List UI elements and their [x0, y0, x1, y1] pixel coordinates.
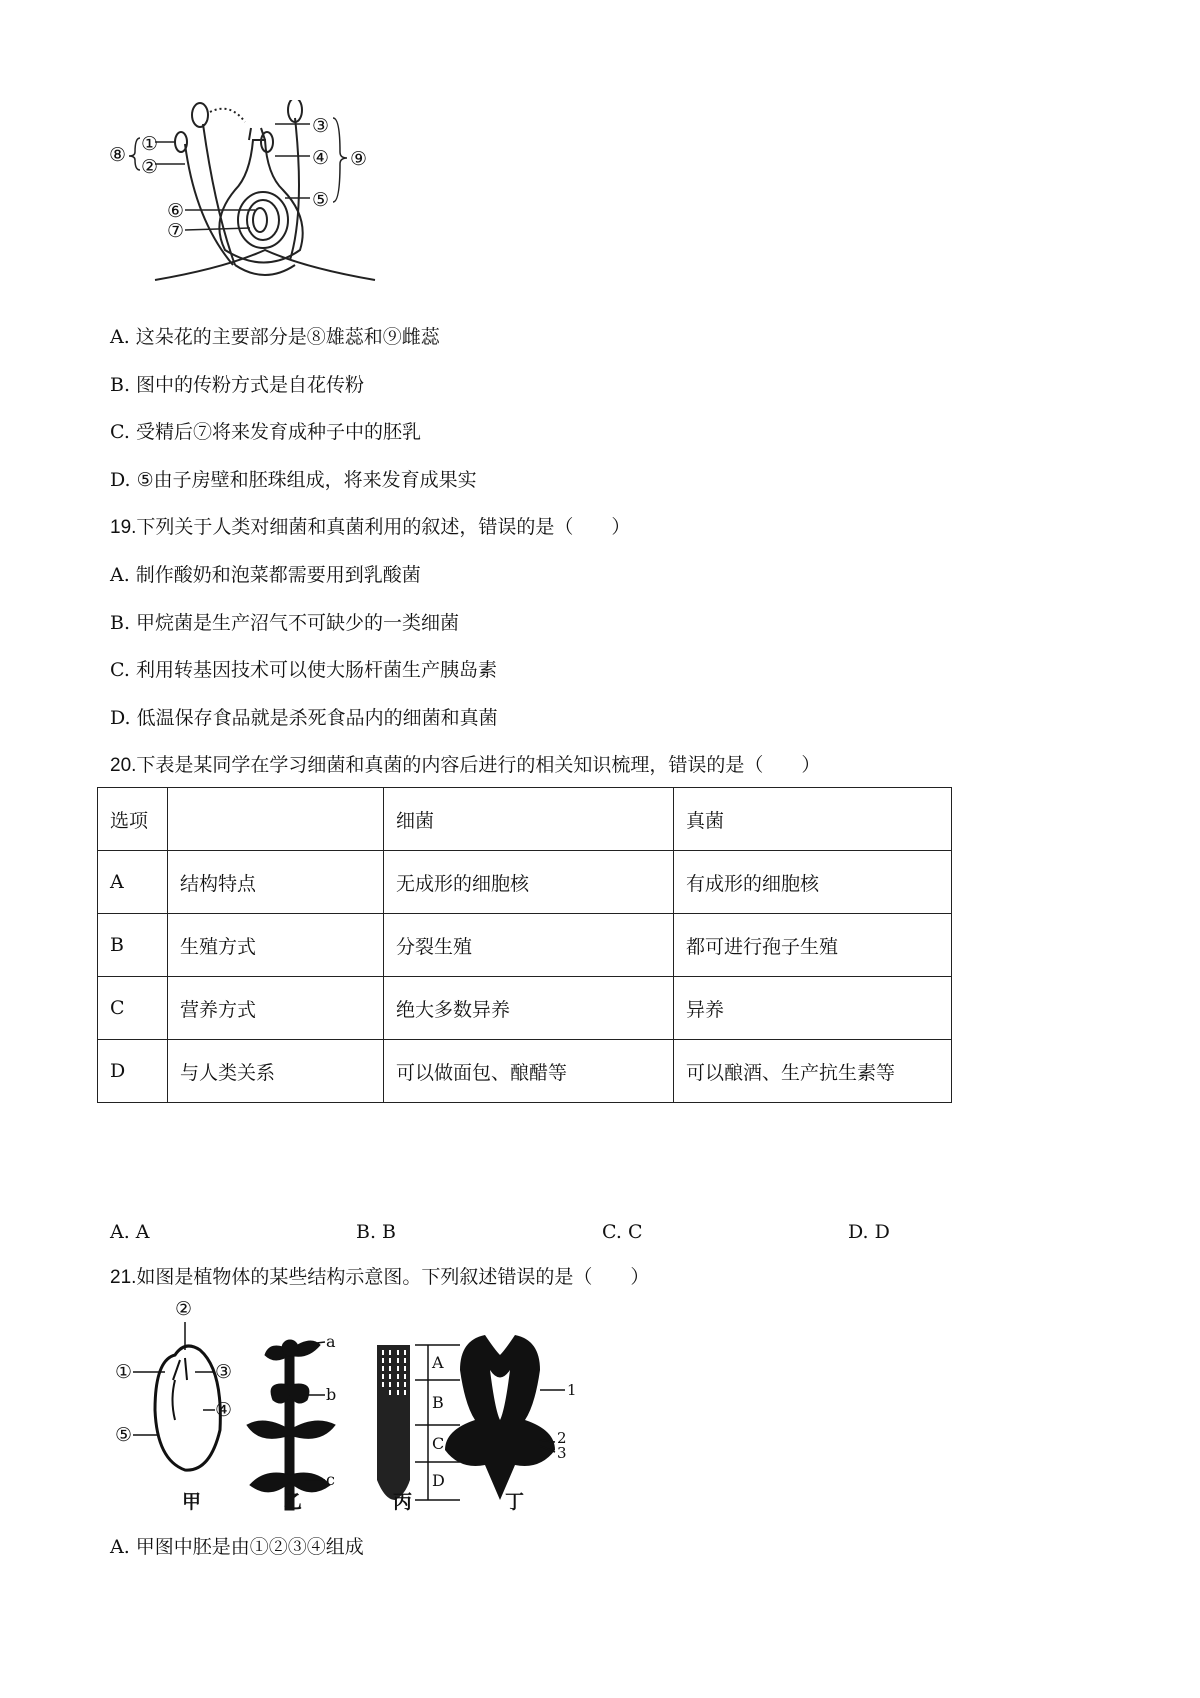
q20-text: 下表是某同学在学习细菌和真菌的内容后进行的相关知识梳理，错误的是（ ）	[136, 754, 821, 776]
table-header-cell: 真菌	[674, 788, 952, 851]
q18-option-b[interactable]: B. 图中的传粉方式是自花传粉	[110, 374, 365, 396]
table-row	[98, 914, 952, 977]
q19-option-c[interactable]: C. 利用转基因技术可以使大肠杆菌生产胰岛素	[110, 659, 497, 681]
q19-stem	[110, 515, 630, 540]
flower-diagram-labels	[109, 100, 415, 300]
q20-option-d[interactable]: D. D	[848, 1221, 890, 1243]
table-cell: 绝大多数异养	[384, 977, 674, 1040]
jia-label-4: ④	[215, 1399, 233, 1421]
table-cell: 可以做面包、酿醋等	[384, 1040, 674, 1103]
q19-number: 19.	[110, 517, 137, 538]
jia-label-5: ⑤	[115, 1424, 133, 1446]
q19-option-a[interactable]: A. 制作酸奶和泡菜都需要用到乳酸菌	[110, 564, 421, 586]
table-cell: 无成形的细胞核	[384, 851, 674, 914]
label-9: ⑨	[350, 148, 368, 170]
q19-option-b[interactable]: B. 甲烷菌是生产沼气不可缺少的一类细菌	[110, 612, 460, 634]
table-cell: 营养方式	[168, 977, 384, 1040]
q18-option-c[interactable]: C. 受精后⑦将来发育成种子中的胚乳	[110, 421, 421, 443]
table-header-cell: 细菌	[384, 788, 674, 851]
jia-label-2: ②	[175, 1298, 193, 1320]
table-cell: 与人类关系	[168, 1040, 384, 1103]
table-cell: 可以酿酒、生产抗生素等	[674, 1040, 952, 1103]
yi-label-a: a	[326, 1332, 336, 1351]
table-cell: 有成形的细胞核	[674, 851, 952, 914]
plant-structures-labels	[115, 1300, 615, 1515]
table-cell: 都可进行孢子生殖	[674, 914, 952, 977]
q18-option-a[interactable]: A. 这朵花的主要部分是⑧雄蕊和⑨雌蕊	[110, 326, 440, 348]
table-cell: 异养	[674, 977, 952, 1040]
table-cell: C	[98, 977, 168, 1040]
table-row	[98, 1040, 952, 1103]
table-header-cell	[168, 788, 384, 851]
table-cell: 结构特点	[168, 851, 384, 914]
q18-option-d[interactable]: D. ⑤由子房壁和胚珠组成，将来发育成果实	[110, 469, 477, 491]
label-1: ①	[141, 133, 159, 155]
table-header-cell: 选项	[98, 788, 168, 851]
table-row	[98, 977, 952, 1040]
knowledge-table	[97, 787, 952, 1103]
label-3: ③	[312, 115, 330, 137]
label-7: ⑦	[167, 220, 185, 242]
q19-option-d[interactable]: D. 低温保存食品就是杀死食品内的细菌和真菌	[110, 707, 498, 729]
bing-label-b: B	[432, 1393, 444, 1412]
ding-label-3: 3	[557, 1444, 567, 1462]
table-cell: 分裂生殖	[384, 914, 674, 977]
table-cell: B	[98, 914, 168, 977]
q20-number: 20.	[110, 755, 137, 776]
caption-ding: 丁	[505, 1491, 525, 1513]
q21-stem	[110, 1265, 649, 1290]
table-cell: 生殖方式	[168, 914, 384, 977]
table-row	[98, 851, 952, 914]
caption-yi: 乙	[283, 1491, 303, 1513]
ding-label-2: 2	[557, 1429, 567, 1447]
label-8: ⑧	[109, 144, 127, 166]
table-cell: A	[98, 851, 168, 914]
label-5: ⑤	[312, 189, 330, 211]
caption-jia: 甲	[182, 1491, 202, 1513]
yi-label-c: c	[326, 1470, 335, 1489]
q21-text: 如图是植物体的某些结构示意图。下列叙述错误的是（ ）	[136, 1266, 650, 1288]
q21-option-a[interactable]: A. 甲图中胚是由①②③④组成	[110, 1536, 364, 1558]
label-2: ②	[141, 156, 159, 178]
q19-text: 下列关于人类对细菌和真菌利用的叙述，错误的是（ ）	[136, 516, 631, 538]
bing-label-d: D	[432, 1471, 445, 1490]
jia-label-3: ③	[215, 1361, 233, 1383]
label-6: ⑥	[167, 200, 185, 222]
jia-label-1: ①	[115, 1361, 133, 1383]
ding-label-1: 1	[567, 1381, 577, 1399]
caption-bing: 丙	[393, 1491, 413, 1513]
q20-option-a[interactable]: A. A	[110, 1221, 150, 1243]
label-4: ④	[312, 147, 330, 169]
q21-number: 21.	[110, 1267, 137, 1288]
q20-stem	[110, 753, 820, 778]
q20-option-c[interactable]: C. C	[602, 1221, 643, 1243]
table-cell: D	[98, 1040, 168, 1103]
yi-label-b: b	[326, 1385, 337, 1404]
bing-label-a: A	[432, 1353, 444, 1372]
bing-label-c: C	[432, 1434, 445, 1453]
q20-option-b[interactable]: B. B	[356, 1221, 397, 1243]
table-header-row	[98, 788, 952, 851]
